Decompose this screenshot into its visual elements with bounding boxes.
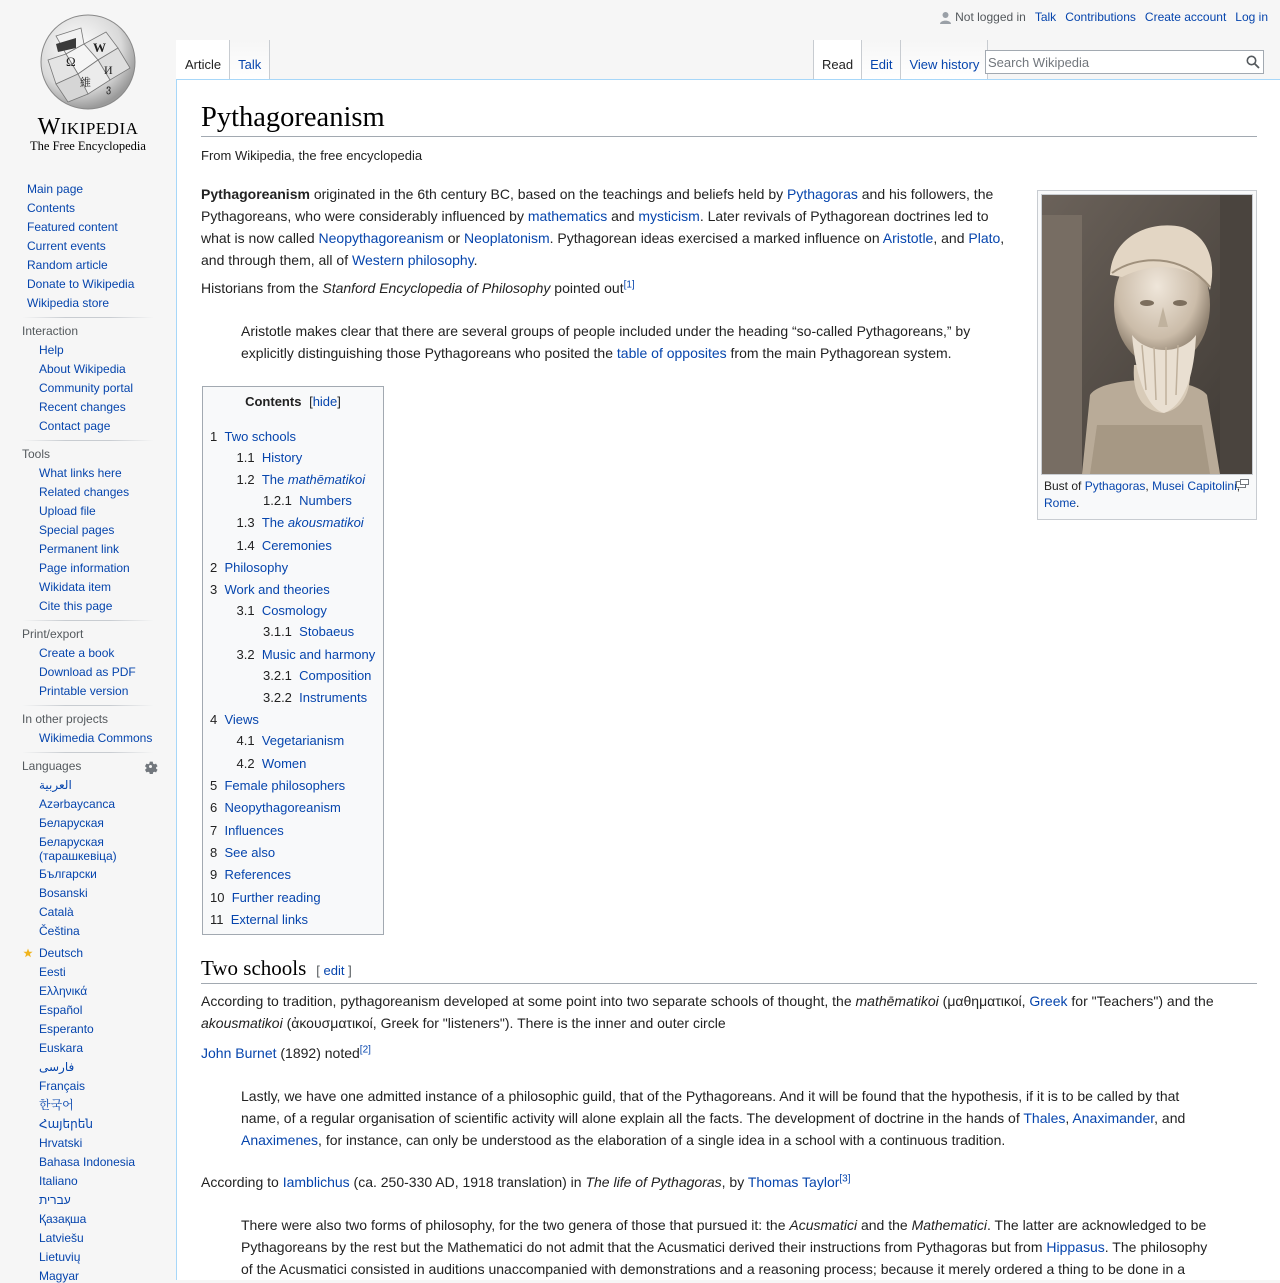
italic-title: Stanford Encyclopedia of Philosophy	[322, 280, 551, 296]
interaction-link[interactable]: Help	[39, 343, 64, 357]
text: (ca. 250-330 AD, 1918 translation) in	[349, 1174, 586, 1190]
toc-number: 2	[210, 560, 218, 575]
sidebar-nav-link[interactable]: Main page	[27, 182, 84, 196]
interaction-heading: Interaction	[22, 324, 79, 338]
language-link[interactable]: Français	[39, 1079, 86, 1093]
edit-section-link[interactable]: edit	[323, 963, 345, 978]
language-link[interactable]: Español	[39, 1003, 83, 1017]
portal-divider	[22, 440, 154, 441]
bracket: [	[309, 394, 313, 409]
text: . The philosophy of the Acusmatici consisted in auditions unaccompanied with demonstrations and a reasoning process; because it merely ordered a thing to be done in a	[241, 1239, 1208, 1277]
bracket: ]	[337, 394, 341, 409]
toc-number: 4	[210, 712, 218, 727]
language-link[interactable]: Hrvatski	[39, 1136, 83, 1150]
toc-hide-toggle[interactable]: hide	[312, 394, 338, 409]
sidebar-nav-link[interactable]: Featured content	[27, 220, 118, 234]
link-rome[interactable]: Rome	[1044, 496, 1077, 510]
language-link[interactable]: Ελληνικά	[39, 984, 88, 998]
language-link[interactable]: Беларуская (тарашкевіца)	[39, 835, 117, 863]
link-anaximenes[interactable]: Anaximenes	[241, 1132, 319, 1148]
sidebar-nav-link[interactable]: Current events	[27, 239, 106, 253]
toc-link-prefix: The	[261, 515, 288, 530]
toc-item[interactable]	[263, 624, 354, 639]
language-link[interactable]: Հայերեն	[39, 1117, 93, 1131]
svg-text:W: W	[93, 40, 106, 55]
intro-paragraph	[201, 183, 1011, 271]
toc-number: 6	[210, 800, 218, 815]
text: or	[443, 230, 465, 246]
toc-link[interactable]	[262, 515, 364, 530]
tab-talk[interactable]	[230, 40, 270, 80]
toc-link[interactable]: Views	[224, 712, 259, 727]
toc-item[interactable]	[237, 603, 327, 618]
toc-item[interactable]	[210, 890, 321, 905]
reference-link[interactable]: [1]	[623, 279, 635, 291]
language-link[interactable]: Latviešu	[39, 1231, 84, 1245]
language-link[interactable]: Čeština	[39, 924, 80, 938]
tools-link[interactable]: Cite this page	[39, 599, 113, 613]
link-neoplatonism[interactable]: Neoplatonism	[464, 230, 550, 246]
bust-picture	[1042, 195, 1252, 474]
text: for "Teachers") and the	[1067, 993, 1214, 1009]
text: and	[607, 208, 639, 224]
link-pythagoras-caption[interactable]: Pythagoras	[1084, 479, 1146, 493]
toc-link[interactable]: Stobaeus	[299, 624, 355, 639]
toc-item[interactable]	[263, 668, 371, 683]
toc-number: 7	[210, 823, 218, 838]
svg-text:ვ: ვ	[106, 84, 112, 95]
tab-view-history[interactable]	[901, 40, 988, 80]
burnet-paragraph	[201, 1042, 1257, 1064]
blockquote	[241, 1214, 1216, 1280]
page-title: Pythagoreanism	[201, 102, 1257, 137]
link-iamblichus[interactable]: Iamblichus	[282, 1174, 350, 1190]
text: , for instance, can only be understood as the elaboration of a single idea in a school with a continuous tradition.	[318, 1132, 1006, 1148]
toc-link[interactable]: Work and theories	[224, 582, 330, 597]
tab-edit[interactable]	[862, 40, 901, 80]
link-greek[interactable]: Greek	[1029, 993, 1068, 1009]
toc-item[interactable]	[263, 493, 352, 508]
wordmark: Wikipedia	[37, 114, 139, 140]
toc-item[interactable]	[237, 647, 376, 662]
text: .	[1076, 496, 1080, 510]
logo-tagline: The Free Encyclopedia	[30, 139, 146, 153]
link-plato[interactable]: Plato	[968, 230, 1001, 246]
toc-link[interactable]: Instruments	[299, 690, 368, 705]
portal-divider	[22, 317, 154, 318]
toc-link[interactable]: Numbers	[299, 493, 352, 508]
bold-term: Pythagoreanism	[201, 186, 310, 202]
pythagoras-bust-image[interactable]	[1041, 194, 1253, 475]
tradition-paragraph	[201, 990, 1257, 1034]
tab-view-history-label[interactable]: View history	[909, 57, 980, 72]
print-export-link[interactable]: Download as PDF	[39, 665, 136, 679]
namespace-tabs	[176, 40, 270, 80]
svg-text:Ω: Ω	[66, 54, 76, 69]
toc-link[interactable]: External links	[230, 912, 309, 927]
link-anaximander[interactable]: Anaximander	[1072, 1110, 1155, 1126]
toc-item[interactable]	[210, 712, 259, 727]
tools-heading: Tools	[22, 447, 51, 461]
section-title: Two schools	[201, 956, 307, 980]
tools-link[interactable]: What links here	[39, 466, 122, 480]
language-link[interactable]: Беларуская	[39, 816, 104, 830]
text: from the main Pythagorean system.	[726, 345, 952, 361]
toc-number: 3.2.1	[263, 668, 292, 683]
sidebar-nav-link[interactable]: Donate to Wikipedia	[27, 277, 135, 291]
toc-link[interactable]: Composition	[299, 668, 372, 683]
text: (ἀκουσματικοί, Greek for "listeners"). There is the inner and outer circle	[282, 1015, 726, 1031]
interaction-link[interactable]: Community portal	[39, 381, 134, 395]
toc-item[interactable]	[237, 733, 345, 748]
text: Aristotle makes clear that there are several groups of people included under the heading “so-called Pythagoreans,” by explicitly distinguishing those Pythagoreans who posited the	[241, 323, 971, 361]
toc-link-italic: akousmatikoi	[287, 515, 364, 530]
language-link[interactable]: Deutsch	[39, 946, 84, 960]
text: .	[473, 252, 478, 268]
link-hippasus[interactable]: Hippasus	[1046, 1239, 1105, 1255]
portal-divider	[22, 752, 154, 753]
toc-number: 3	[210, 582, 218, 597]
toc-link[interactable]	[262, 472, 365, 487]
language-link[interactable]: Қазақша	[39, 1212, 87, 1226]
toc-item[interactable]	[210, 429, 296, 444]
toc-number: 10	[210, 890, 225, 905]
table-of-contents	[202, 386, 384, 935]
bracket: [	[316, 963, 320, 978]
toc-item[interactable]	[237, 515, 364, 530]
tab-article-label: Article	[185, 57, 222, 72]
text: , and	[933, 230, 969, 246]
toc-item[interactable]	[210, 778, 345, 793]
toc-number: 1.4	[236, 538, 255, 553]
toc-number: 4.2	[236, 756, 255, 771]
link-table-of-opposites[interactable]: table of opposites	[616, 345, 727, 361]
toc-link[interactable]: Neopythagoreanism	[224, 800, 341, 815]
portal-divider	[22, 705, 154, 706]
search-placeholder: Search Wikipedia	[988, 55, 1090, 70]
gear-icon[interactable]	[143, 759, 158, 774]
toc-number: 5	[210, 778, 218, 793]
toc-number: 3.1	[236, 603, 255, 618]
link-neopythagoreanism[interactable]: Neopythagoreanism	[318, 230, 444, 246]
edit-section	[316, 963, 351, 978]
text: Bust of	[1044, 479, 1085, 493]
toc-link[interactable]: Influences	[224, 823, 284, 838]
italic-term: mathēmatikoi	[855, 993, 939, 1009]
toc-link[interactable]: Two schools	[224, 429, 297, 444]
language-link[interactable]: العربية	[39, 778, 72, 792]
toc-item[interactable]	[210, 823, 284, 838]
tab-talk-label[interactable]: Talk	[238, 57, 262, 72]
iamblichus-paragraph	[201, 1171, 1257, 1193]
contributions-link[interactable]: Contributions	[1065, 10, 1136, 24]
language-link[interactable]: Italiano	[39, 1174, 78, 1188]
toc-link[interactable]: Women	[261, 756, 307, 771]
link-mathematics[interactable]: mathematics	[527, 208, 608, 224]
languages-heading: Languages	[22, 759, 82, 773]
text: There were also two forms of philosophy, for the two genera of those that pursued it: the	[241, 1217, 790, 1233]
toc-number: 8	[210, 845, 218, 860]
tools-link[interactable]: Upload file	[39, 504, 96, 518]
toc-number: 1.3	[236, 515, 255, 530]
toc-link[interactable]: Cosmology	[261, 603, 327, 618]
toc-number: 3.2.2	[263, 690, 292, 705]
text: According to tradition, pythagoreanism developed at some point into two separate schools of thought, the	[201, 993, 856, 1009]
text: . The latter are acknowledged to be Pythagoreans by the rest but the Mathematici do not admit that the Acusmatici derived their instructions from Pythagoras but from	[241, 1217, 1207, 1255]
print-export-heading: Print/export	[22, 627, 84, 641]
tab-article[interactable]	[176, 40, 230, 80]
italic-term: Mathematici	[911, 1217, 988, 1233]
wikipedia-logo[interactable]	[0, 0, 176, 160]
thumbnail-caption	[1041, 475, 1253, 512]
link-aristotle[interactable]: Aristotle	[882, 230, 934, 246]
italic-term: Acusmatici	[789, 1217, 858, 1233]
portal-divider	[22, 620, 154, 621]
sidebar-nav-link[interactable]: Contents	[27, 201, 76, 215]
toc-link[interactable]: History	[261, 450, 303, 465]
toc-item[interactable]	[210, 912, 308, 927]
text: Historians from the	[201, 280, 323, 296]
print-export-link[interactable]: Create a book	[39, 646, 115, 660]
not-logged-in-label: Not logged in	[955, 10, 1026, 24]
toc-link[interactable]: See also	[224, 845, 276, 860]
site-sub: From Wikipedia, the free encyclopedia	[201, 148, 423, 163]
toc-item[interactable]	[237, 538, 332, 553]
toc-item[interactable]	[263, 690, 367, 705]
toc-link[interactable]: Further reading	[231, 890, 321, 905]
search-icon[interactable]	[1246, 55, 1260, 69]
link-western-philosophy[interactable]: Western philosophy	[352, 252, 474, 268]
language-link[interactable]: Català	[39, 905, 74, 919]
italic-term: akousmatikoi	[201, 1015, 283, 1031]
toc-item[interactable]	[210, 845, 275, 860]
text: and the	[857, 1217, 912, 1233]
tools-link[interactable]: Page information	[39, 561, 130, 575]
language-link[interactable]: Magyar	[39, 1269, 80, 1283]
text: . Later revivals of Pythagorean doctrines led to what is now called	[201, 208, 989, 246]
tab-read[interactable]	[813, 40, 862, 80]
toc-link[interactable]: Vegetarianism	[261, 733, 345, 748]
blockquote	[241, 1085, 1191, 1151]
toc-number: 11	[210, 912, 224, 927]
language-link[interactable]: Български	[39, 867, 97, 881]
tab-read-label: Read	[822, 57, 854, 72]
tools-link[interactable]: Related changes	[39, 485, 130, 499]
globe-logo-icon	[36, 14, 140, 114]
text: . Pythagorean ideas exercised a marked influence on	[549, 230, 883, 246]
blockquote	[241, 320, 981, 364]
other-projects-heading: In other projects	[22, 712, 109, 726]
thumbnail-figure	[1037, 190, 1257, 520]
personal-tools	[939, 10, 1268, 24]
link-pythagoras[interactable]: Pythagoras	[787, 186, 858, 202]
language-link[interactable]: Esperanto	[39, 1022, 94, 1036]
svg-text:И: И	[104, 63, 113, 77]
language-link[interactable]: Euskara	[39, 1041, 84, 1055]
other-projects-link[interactable]: Wikimedia Commons	[39, 731, 153, 745]
tools-link[interactable]: Permanent link	[39, 542, 120, 556]
not-logged-in	[939, 10, 1026, 24]
log-in-link[interactable]: Log in	[1235, 10, 1268, 24]
toc-item[interactable]	[237, 472, 366, 487]
toc-number: 3.1.1	[263, 624, 292, 639]
personal-talk-link[interactable]: Talk	[1034, 10, 1057, 24]
language-link[interactable]: עברית	[39, 1193, 71, 1207]
language-link[interactable]: 한국어	[39, 1098, 74, 1112]
toc-number: 1	[210, 429, 218, 444]
language-link[interactable]: Lietuvių	[39, 1250, 81, 1264]
toc-link[interactable]: Female philosophers	[224, 778, 346, 793]
toc-number: 1.2	[236, 472, 255, 487]
italic-title: The life of Pythagoras	[585, 1174, 722, 1190]
toc-item[interactable]	[210, 582, 330, 597]
text: , by	[721, 1174, 748, 1190]
language-link[interactable]: Bahasa Indonesia	[39, 1155, 136, 1169]
toc-item[interactable]	[237, 450, 303, 465]
featured-star-icon	[23, 948, 33, 958]
text: and his followers, the Pythagoreans, who were considerably influenced by	[201, 186, 994, 224]
text: , and	[1154, 1110, 1186, 1126]
toc-title: Contents	[245, 394, 302, 409]
tools-link[interactable]: Special pages	[39, 523, 115, 537]
link-thales[interactable]: Thales	[1023, 1110, 1066, 1126]
language-link[interactable]: Bosanski	[39, 886, 88, 900]
link-john-burnet[interactable]: John Burnet	[201, 1045, 277, 1061]
view-tabs	[813, 40, 988, 80]
toc-number: 3.2	[236, 647, 255, 662]
text: originated in the 6th century BC, based on the teachings and beliefs held by	[309, 186, 788, 202]
section-heading-two-schools	[201, 956, 1257, 984]
text: pointed out	[550, 280, 624, 296]
text: Lastly, we have one admitted instance of a philosophic guild, that of the Pythagoreans. And it will be found that the hypothesis, if it is to be called by that name, of a regular organisation of scientific activity will alone explain all the facts. The development of doctrine in the hands of	[241, 1088, 1180, 1126]
text: ,	[1145, 479, 1153, 493]
sidebar-nav-link[interactable]: Random article	[27, 258, 108, 272]
text: (μαθηματικοί,	[938, 993, 1030, 1009]
toc-number: 1.1	[236, 450, 255, 465]
interaction-link[interactable]: Recent changes	[39, 400, 126, 414]
content-area	[176, 79, 1280, 1280]
text: , and through them, all of	[201, 230, 1005, 268]
svg-text:維: 維	[80, 77, 91, 89]
toc-number: 9	[210, 867, 218, 882]
text: (1892) noted	[276, 1045, 360, 1061]
tools-link[interactable]: Wikidata item	[39, 580, 112, 594]
text: According to	[201, 1174, 283, 1190]
toc-link[interactable]: Ceremonies	[261, 538, 332, 553]
toc-link[interactable]: Music and harmony	[261, 647, 376, 662]
reference-link[interactable]: [3]	[839, 1173, 851, 1185]
magnify-icon[interactable]	[1236, 479, 1249, 488]
text: ,	[1065, 1110, 1073, 1126]
user-icon	[939, 11, 952, 24]
sidebar-nav-link[interactable]: Wikipedia store	[27, 296, 110, 310]
toc-item[interactable]	[210, 867, 291, 882]
link-mysticism[interactable]: mysticism	[638, 208, 700, 224]
interaction-link[interactable]: Contact page	[39, 419, 111, 433]
bracket: ]	[348, 963, 352, 978]
reference-link[interactable]: [2]	[359, 1044, 371, 1056]
toc-link-italic: mathēmatikoi	[287, 472, 366, 487]
toc-item[interactable]	[210, 800, 341, 815]
search-input[interactable]	[985, 50, 1264, 74]
toc-link[interactable]: Philosophy	[224, 560, 289, 575]
toc-item[interactable]	[237, 756, 307, 771]
create-account-link[interactable]: Create account	[1144, 10, 1227, 24]
language-link[interactable]: Eesti	[39, 965, 66, 979]
toc-number: 1.2.1	[263, 493, 292, 508]
toc-link-prefix: The	[261, 472, 288, 487]
toc-item[interactable]	[210, 560, 288, 575]
link-musei-capitolini[interactable]: Musei Capitolini	[1152, 479, 1237, 493]
interaction-link[interactable]: About Wikipedia	[39, 362, 126, 376]
language-link[interactable]: فارسی	[39, 1060, 75, 1074]
tab-edit-label[interactable]: Edit	[870, 57, 893, 72]
toc-title-row	[210, 394, 376, 416]
toc-number: 4.1	[236, 733, 255, 748]
link-thomas-taylor[interactable]: Thomas Taylor	[747, 1174, 840, 1190]
toc-link[interactable]: References	[224, 867, 291, 882]
language-link[interactable]: Azərbaycanca	[39, 797, 116, 811]
print-export-link[interactable]: Printable version	[39, 684, 129, 698]
